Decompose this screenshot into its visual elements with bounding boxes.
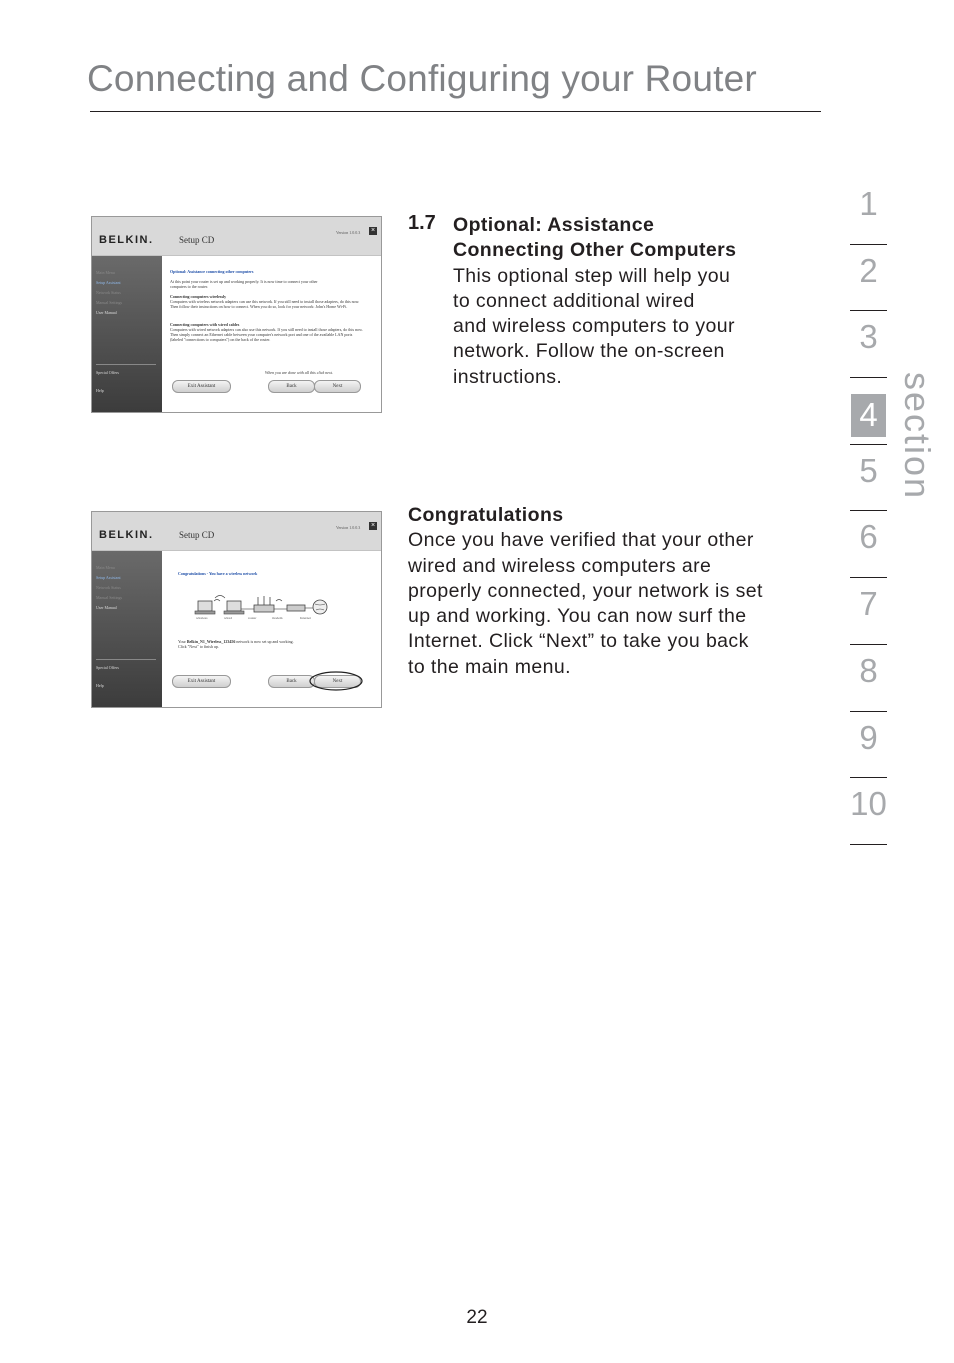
device-label: wireless xyxy=(196,616,208,620)
congrats-line: Once you have verified that your other xyxy=(408,529,754,552)
sidebar-item-user-manual[interactable]: User Manual xyxy=(96,310,117,315)
setup-cd-screenshot-congratulations xyxy=(91,511,382,708)
congrats-line: to the main menu. xyxy=(408,655,571,678)
network-name: Belkin_N1_Wireless_123456 xyxy=(186,639,236,644)
sidebar-item-main-menu[interactable]: Main Menu xyxy=(96,565,115,570)
screen-sub2: Connecting computers with wired cables xyxy=(170,322,240,327)
sidebar-item-setup-assistant[interactable]: Setup Assistant xyxy=(96,575,121,580)
screen-hint: When you are done with all this click next. xyxy=(265,370,333,375)
exit-assistant-button[interactable]: Exit Assistant xyxy=(172,675,231,688)
sidebar-item-setup-assistant[interactable]: Setup Assistant xyxy=(96,280,121,285)
step-text-block xyxy=(453,213,736,390)
step-heading-line1: Optional: Assistance xyxy=(453,214,655,236)
page-number: 22 xyxy=(466,1307,488,1328)
section-item-4-active: 4 xyxy=(850,378,887,445)
wireless-laptop-icon xyxy=(195,596,225,615)
setup-cd-screenshot-assistance xyxy=(91,216,382,413)
section-item-7: 7 xyxy=(850,578,887,645)
status-line-2: Click "Next" to finish up. xyxy=(178,644,219,649)
device-label: wired xyxy=(224,616,232,620)
screen-intro: At this point your router is set up and working properly. It is now time to connect your other computers to the router. xyxy=(170,279,318,289)
version-text: Version 1.0.0.3 xyxy=(336,525,361,530)
section-label: section xyxy=(897,372,938,501)
sidebar-item-user-manual[interactable]: User Manual xyxy=(96,605,117,610)
close-icon[interactable]: × xyxy=(370,227,376,234)
internet-globe-icon xyxy=(313,600,327,614)
screen-sub1: Connecting computers wirelessly xyxy=(170,294,227,299)
belkin-logo: BELKIN. xyxy=(99,529,154,541)
setup-cd-title: Setup CD xyxy=(179,235,215,245)
screenshot-sidebar xyxy=(92,551,162,707)
section-item-2: 2 xyxy=(850,245,887,312)
next-button[interactable]: Next xyxy=(314,675,361,688)
sidebar-item-main-menu[interactable]: Main Menu xyxy=(96,270,115,275)
step-heading-line2: Connecting Other Computers xyxy=(453,239,737,262)
screen-sub1-text: Computers with wireless network adapters can use this network. If you still need to install those adapters, do this now. Then follow their instructions on how to connect. When you do so, look for your network: John's Home Wi-Fi. xyxy=(170,299,360,309)
sidebar-item-special-offers[interactable]: Special Offers xyxy=(96,665,119,670)
screenshot-header xyxy=(92,217,381,256)
step-line: This optional step will help you xyxy=(453,264,731,287)
section-item-6: 6 xyxy=(850,511,887,578)
network-diagram xyxy=(192,589,332,629)
sidebar-item-special-offers[interactable]: Special Offers xyxy=(96,370,119,375)
sidebar-item-manual-settings[interactable]: Manual Settings xyxy=(96,595,123,600)
back-button[interactable]: Back xyxy=(268,675,315,688)
setup-cd-title: Setup CD xyxy=(179,530,215,540)
section-nav xyxy=(850,178,887,845)
section-item-1: 1 xyxy=(850,178,887,245)
congrats-line: wired and wireless computers are xyxy=(408,554,712,577)
device-label: Internet xyxy=(300,616,311,620)
modem-icon xyxy=(287,605,305,611)
sidebar-divider xyxy=(96,659,156,660)
belkin-logo: BELKIN. xyxy=(99,234,154,246)
screen-sub2-text: Computers with wired network adapters can also use this network. If you still need to install those adapters, do this now. Then simply connect an Ethernet cable between your computer's network port and one of the available LAN ports (labeled "connections to computers") on the back of the router. xyxy=(170,327,363,342)
next-highlight-ellipse xyxy=(308,669,364,693)
congrats-heading: Congratulations xyxy=(408,504,564,526)
section-item-8: 8 xyxy=(850,645,887,712)
next-button[interactable]: Next xyxy=(314,380,361,393)
back-button[interactable]: Back xyxy=(268,380,315,393)
sidebar-item-manual-settings[interactable]: Manual Settings xyxy=(96,300,123,305)
congrats-line: up and working. You can now surf the xyxy=(408,605,747,628)
screenshot-header xyxy=(92,512,381,551)
device-label: modem xyxy=(272,616,283,620)
section-item-3: 3 xyxy=(850,311,887,378)
step-number: 1.7 xyxy=(408,212,436,234)
screen-heading: Optional: Assistance connecting other computers xyxy=(170,269,254,274)
congrats-text-block xyxy=(408,503,763,680)
sidebar-item-network-status[interactable]: Network Status xyxy=(96,585,121,590)
wired-computer-icon xyxy=(224,601,244,614)
sidebar-item-help[interactable]: Help xyxy=(96,388,104,393)
status-line-1: Your Belkin_N1_Wireless_123456 network is now set up and working. xyxy=(178,639,294,644)
exit-assistant-button[interactable]: Exit Assistant xyxy=(172,380,231,393)
router-icon xyxy=(254,596,282,612)
step-line: and wireless computers to your xyxy=(453,315,735,338)
step-line: instructions. xyxy=(453,365,563,388)
screenshot-sidebar xyxy=(92,256,162,412)
section-item-5: 5 xyxy=(850,445,887,512)
step-line: to connect additional wired xyxy=(453,289,695,312)
screenshot-main xyxy=(162,551,381,707)
page-title: Connecting and Configuring your Router xyxy=(87,58,757,99)
screen-heading: Congratulations - You have a wireless network xyxy=(178,571,258,576)
step-line: network. Follow the on-screen xyxy=(453,340,725,363)
congrats-line: properly connected, your network is set xyxy=(408,579,763,602)
screenshot-main xyxy=(162,256,381,412)
version-text: Version 1.0.0.3 xyxy=(336,230,361,235)
section-item-9: 9 xyxy=(850,712,887,779)
title-rule xyxy=(90,111,821,112)
device-label: router xyxy=(248,616,257,620)
close-icon[interactable]: × xyxy=(370,522,376,529)
sidebar-divider xyxy=(96,364,156,365)
sidebar-item-network-status[interactable]: Network Status xyxy=(96,290,121,295)
sidebar-item-help[interactable]: Help xyxy=(96,683,104,688)
section-item-10: 10 xyxy=(850,778,887,845)
congrats-line: Internet. Click “Next” to take you back xyxy=(408,630,749,653)
